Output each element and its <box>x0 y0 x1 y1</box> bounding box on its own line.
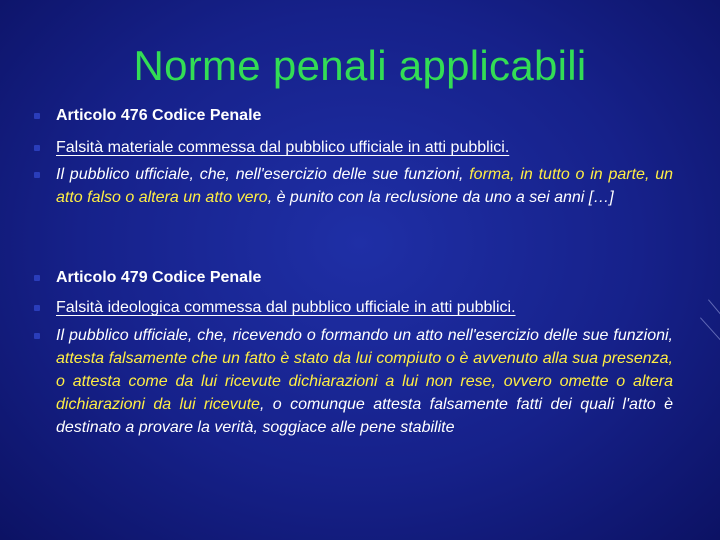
section1-heading: Articolo 476 Codice Penale <box>56 107 262 124</box>
section1-text-a: Il pubblico ufficiale, che, nell'esercizio delle sue funzioni, <box>56 166 470 183</box>
decorative-line <box>708 299 720 323</box>
slide-title: Norme penali applicabili <box>133 42 587 89</box>
section1-text-c: , è punito con la reclusione da uno a sei anni […] <box>267 189 614 206</box>
bullet-icon <box>34 145 40 151</box>
section2-text-a: Il pubblico ufficiale, che, ricevendo o formando un atto nell'esercizio delle sue funzioni, <box>56 327 673 344</box>
bullet-icon <box>34 305 40 311</box>
bullet-icon <box>34 275 40 281</box>
bullet-icon <box>34 113 40 119</box>
section1-subtitle: Falsità materiale commessa dal pubblico ufficiale in atti pubblici. <box>56 139 510 156</box>
section1-body <box>56 163 673 209</box>
section1-highlight: forma, in tutto o in parte, un atto falso o altera un atto vero <box>56 166 673 206</box>
section2-body <box>56 324 673 439</box>
decorative-line <box>700 317 720 344</box>
section2-heading: Articolo 479 Codice Penale <box>56 269 262 286</box>
bullet-icon <box>34 333 40 339</box>
bullet-icon <box>34 172 40 178</box>
section2-highlight: attesta falsamente che un fatto è stato da lui compiuto o è avvenuto alla sua presenza, o attesta come da lui ricevute dichiarazioni a lui non rese, ovvero omette o altera dichiarazioni da lui ricevute <box>56 350 673 413</box>
section2-text-c: , o comunque attesta falsamente fatti dei quali l'atto è destinato a provare la verità, soggiace alle pene stabilite <box>56 396 673 436</box>
section2-subtitle: Falsità ideologica commessa dal pubblico ufficiale in atti pubblici. <box>56 299 516 316</box>
